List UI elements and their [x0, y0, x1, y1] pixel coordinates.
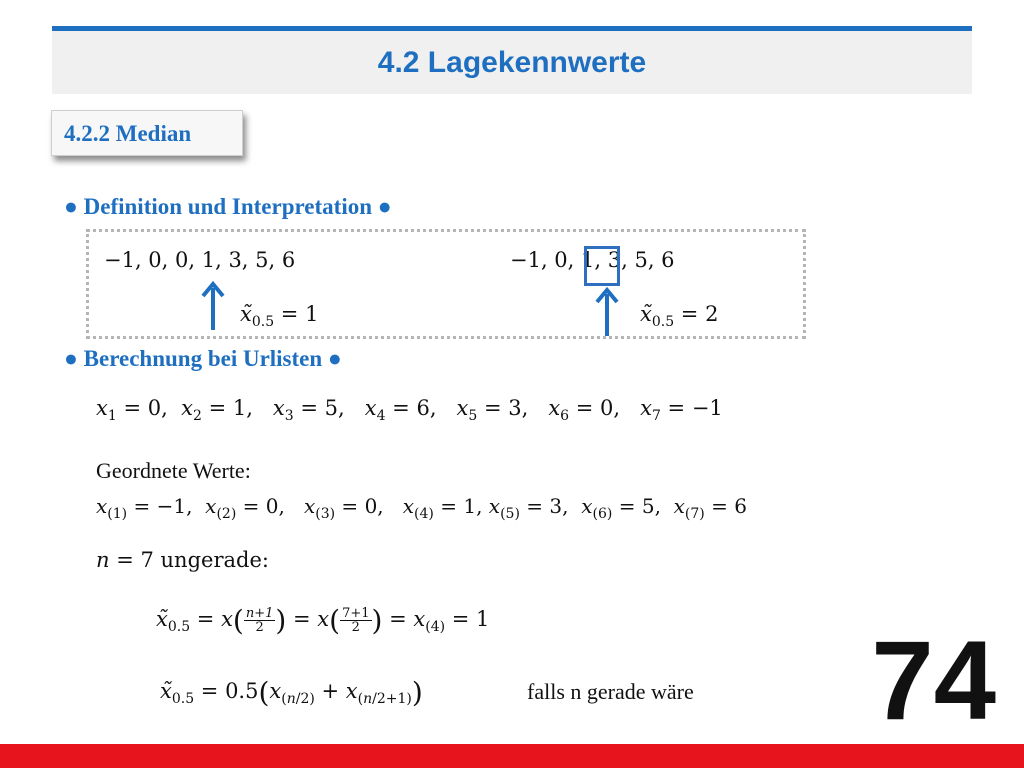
left-sample-list: −1, 0, 0, 1, 3, 5, 6: [104, 248, 296, 272]
section-label-box: [51, 110, 243, 156]
right-up-arrow-icon: [594, 286, 620, 338]
header-accent-line: [52, 26, 972, 31]
median-even-formula: $x̃_{0.5} = 0.5(x_{(n/2)} + x_{(n/2+1)})$: [160, 676, 423, 709]
definition-heading: ● Definition und Interpretation ●: [64, 194, 392, 219]
slide-header: [52, 26, 972, 94]
section-label: 4.2.2 Median: [64, 121, 192, 146]
ordered-values-label: Geordnete Werte:: [96, 458, 251, 483]
middle-values-highlight: [584, 246, 620, 286]
right-list-post: , 5, 6: [621, 248, 675, 272]
n-odd-line: n = 7 ungerade:: [96, 548, 269, 572]
even-case-note: falls n gerade wäre: [527, 679, 694, 704]
right-median-result: $x̃_{0.5} = 2$: [640, 302, 719, 331]
calculation-heading: ● Berechnung bei Urlisten ●: [64, 346, 342, 371]
right-list-middle: 1, 3: [581, 248, 622, 272]
slide-title: 4.2 Lagekennwerte: [377, 46, 647, 79]
left-up-arrow-icon: [200, 280, 226, 332]
page-number: 74: [871, 618, 996, 743]
left-median-result: $x̃_{0.5} = 1$: [240, 302, 319, 331]
ordered-values-row: $x_{(1)} = -1$, $x_{(2)} = 0$, $x_{(3)} = 0$, $x_{(4)} = 1$, $x_{(5)} = 3$, $x_{(6)} = 5$, $x_{(7)} = 6$: [96, 494, 747, 522]
median-odd-formula: $x̃_{0.5} = x$( $\frac{n+1}{2}$ ) = x( $\frac{7+1}{2}$ ) = $x_{(4)} = 1$: [156, 604, 490, 637]
right-list-pre: −1, 0,: [510, 248, 582, 272]
raw-values-row: $x_1 = 0$, $x_2 = 1$, $x_3 = 5$, $x_4 = 6$, $x_5 = 3$, $x_6 = 0$, $x_7 = -1$: [96, 396, 723, 425]
footer-bar: [0, 744, 1024, 768]
